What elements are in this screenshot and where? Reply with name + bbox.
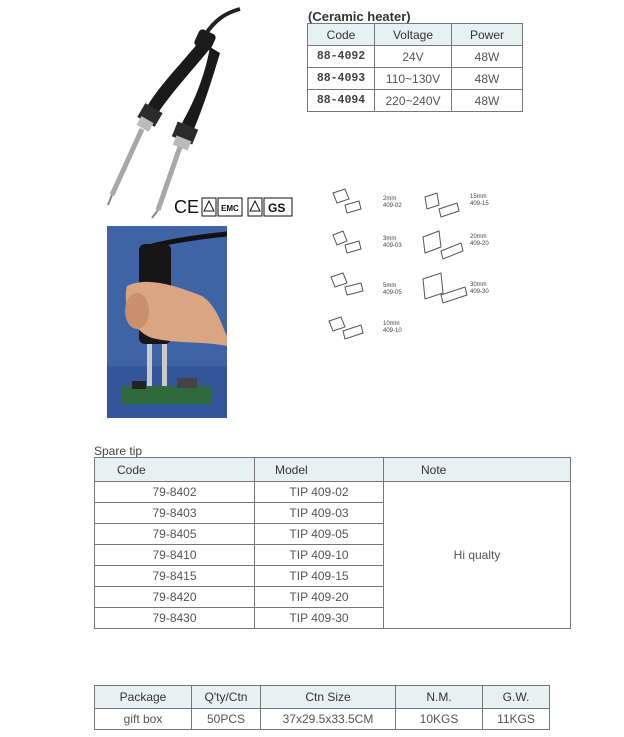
- code-cell: 79-8415: [95, 566, 255, 587]
- tip-10mm-size: 10mm: [383, 321, 400, 327]
- voltage-cell: 110~130V: [375, 68, 452, 90]
- column-header-power: Power: [452, 24, 523, 46]
- column-header-model: Model: [255, 458, 384, 482]
- model-cell: TIP 409-02: [255, 482, 384, 503]
- gw-cell: 11KGS: [483, 709, 550, 730]
- gs-mark: GS: [268, 201, 286, 215]
- ceramic-heater-table: [307, 23, 523, 112]
- code-cell: 79-8405: [95, 524, 255, 545]
- table-header-row: [95, 686, 550, 709]
- table-row: [95, 482, 571, 503]
- power-cell: 48W: [452, 68, 523, 90]
- code-cell: 79-8410: [95, 545, 255, 566]
- column-header-nm: N.M.: [396, 686, 483, 709]
- table-row: [95, 709, 550, 730]
- hand-usage-photo: [107, 226, 227, 418]
- model-cell: TIP 409-10: [255, 545, 384, 566]
- model-cell: TIP 409-15: [255, 566, 384, 587]
- tip-30mm-size: 30mm: [470, 282, 487, 288]
- voltage-cell: 24V: [375, 46, 452, 68]
- table-header-row: [308, 24, 523, 46]
- code-cell: 79-8430: [95, 608, 255, 629]
- tip-2mm-size: 2mm: [383, 196, 397, 202]
- ceramic-heater-title: (Ceramic heater): [308, 9, 411, 24]
- table-row: [308, 68, 523, 90]
- code-cell: 79-8420: [95, 587, 255, 608]
- spare-tip-table: [94, 457, 571, 629]
- model-cell: TIP 409-30: [255, 608, 384, 629]
- package-cell: gift box: [95, 709, 192, 730]
- column-header-code: Code: [308, 24, 375, 46]
- tip-3mm-size: 3mm: [383, 236, 397, 242]
- code-cell: 88-4092: [308, 46, 375, 68]
- code-cell: 88-4093: [308, 68, 375, 90]
- table-row: [308, 90, 523, 112]
- column-header-package: Package: [95, 686, 192, 709]
- spare-tip-label: Spare tip: [94, 444, 143, 458]
- tip-15mm-size: 15mm: [470, 194, 487, 200]
- note-cell: Hi qualty: [384, 482, 571, 629]
- tip-3mm-model: 409-03: [383, 243, 402, 249]
- column-header-code: Code: [95, 458, 255, 482]
- table-header-row: [95, 458, 571, 482]
- tip-15mm-model: 409-15: [470, 201, 489, 207]
- column-header-gw: G.W.: [483, 686, 550, 709]
- tweezer-iron-photo: [100, 5, 300, 220]
- code-cell: 79-8402: [95, 482, 255, 503]
- nm-cell: 10KGS: [396, 709, 483, 730]
- tip-2mm-model: 409-02: [383, 203, 402, 209]
- model-cell: TIP 409-05: [255, 524, 384, 545]
- ce-mark: CE: [174, 197, 200, 217]
- code-cell: 79-8403: [95, 503, 255, 524]
- power-cell: 48W: [452, 90, 523, 112]
- table-row: [308, 46, 523, 68]
- column-header-ctn-size: Ctn Size: [261, 686, 396, 709]
- tip-5mm-size: 5mm: [383, 283, 397, 289]
- code-cell: 88-4094: [308, 90, 375, 112]
- column-header-qty: Q'ty/Ctn: [192, 686, 261, 709]
- model-cell: TIP 409-20: [255, 587, 384, 608]
- voltage-cell: 220~240V: [375, 90, 452, 112]
- packaging-table: [94, 685, 550, 730]
- tip-5mm-model: 409-05: [383, 290, 402, 296]
- emc-mark: EMC: [221, 204, 239, 213]
- tip-20mm-model: 409-20: [470, 241, 489, 247]
- power-cell: 48W: [452, 46, 523, 68]
- spare-tips-figure: [315, 175, 505, 350]
- tip-20mm-size: 20mm: [470, 234, 487, 240]
- tip-30mm-model: 409-30: [470, 289, 489, 295]
- ctn-size-cell: 37x29.5x33.5CM: [261, 709, 396, 730]
- qty-cell: 50PCS: [192, 709, 261, 730]
- tip-10mm-model: 409-10: [383, 328, 402, 334]
- model-cell: TIP 409-03: [255, 503, 384, 524]
- certification-marks: [174, 197, 292, 217]
- column-header-note: Note: [384, 458, 571, 482]
- column-header-voltage: Voltage: [375, 24, 452, 46]
